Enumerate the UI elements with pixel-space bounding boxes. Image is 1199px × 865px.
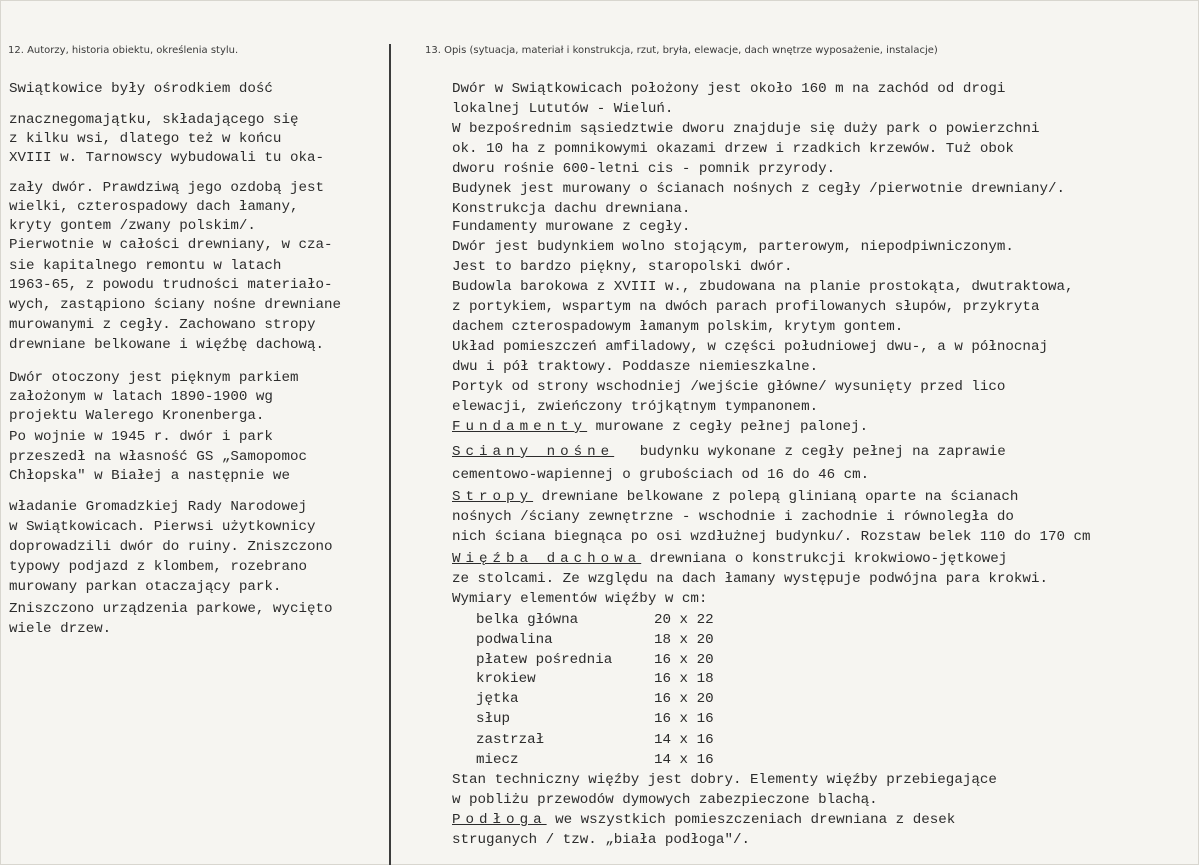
dimension-size: 18 x 20 bbox=[654, 632, 714, 648]
history-line: zały dwór. Prawdziwą jego ozdobą jest bbox=[9, 180, 325, 196]
section-13-header: 13. Opis (sytuacja, materiał i konstrukcja, rzut, bryła, elewacje, dach wnętrze wyposażenie, instalacje) bbox=[425, 45, 938, 56]
history-line: Zniszczono urządzenia parkowe, wycięto bbox=[9, 601, 333, 617]
dimension-name: zastrzał bbox=[476, 732, 545, 748]
dimension-name: płatew pośrednia bbox=[476, 652, 613, 668]
dimension-size: 14 x 16 bbox=[654, 752, 714, 768]
dimension-size: 16 x 18 bbox=[654, 671, 714, 687]
sciany-label: Sciany nośne bbox=[452, 444, 615, 460]
history-line: założonym w latach 1890-1900 wg bbox=[9, 389, 273, 405]
section-12-header: 12. Autorzy, historia obiektu, określenia stylu. bbox=[8, 45, 239, 56]
description-line: z portykiem, wspartym na dwóch parach profilowanych słupów, przykryta bbox=[452, 299, 1040, 315]
history-line: Pierwotnie w całości drewniany, w cza- bbox=[9, 237, 333, 253]
dimensions-title: Wymiary elementów więźby w cm: bbox=[452, 591, 708, 607]
history-line: kryty gontem /zwany polskim/. bbox=[9, 218, 256, 234]
description-line: Budynek jest murowany o ścianach nośnych z cegły /pierwotnie drewniany/. bbox=[452, 181, 1065, 197]
history-line: murowanymi z cegły. Zachowano stropy bbox=[9, 317, 316, 333]
dimension-size: 14 x 16 bbox=[654, 732, 714, 748]
dimension-size: 20 x 22 bbox=[654, 612, 714, 628]
wiezba-line bbox=[452, 550, 1007, 568]
description-line: Konstrukcja dachu drewniana. bbox=[452, 201, 691, 217]
dimension-name: podwalina bbox=[476, 632, 553, 648]
history-line: w Swiątkowicach. Pierwsi użytkownicy bbox=[9, 519, 316, 535]
description-line: w pobliżu przewodów dymowych zabezpieczone blachą. bbox=[452, 792, 878, 808]
sciany-text: budynku wykonane z cegły pełnej na zaprawie bbox=[639, 444, 1006, 460]
fundamenty-line bbox=[452, 418, 868, 436]
description-line: dwu i pół traktowy. Poddasze niemieszkalne. bbox=[452, 359, 819, 375]
history-line: wych, zastąpiono ściany nośne drewniane bbox=[9, 297, 342, 313]
dimension-size: 16 x 20 bbox=[654, 652, 714, 668]
history-line: znacznegomajątku, składającego się bbox=[9, 112, 299, 128]
description-line: W bezpośrednim sąsiedztwie dworu znajduje się duży park o powierzchni bbox=[452, 121, 1040, 137]
description-line: cementowo-wapiennej o grubościach od 16 do 46 cm. bbox=[452, 467, 870, 483]
history-line: Po wojnie w 1945 r. dwór i park bbox=[9, 429, 273, 445]
history-line: wiele drzew. bbox=[9, 621, 112, 637]
history-line: Swiątkowice były ośrodkiem dość bbox=[9, 81, 273, 97]
stropy-label: Stropy bbox=[452, 489, 534, 505]
history-line: przeszedł na własność GS „Samopomoc bbox=[9, 449, 307, 465]
description-line: struganych / tzw. „biała podłoga"/. bbox=[452, 832, 750, 848]
description-line: Dwór jest budynkiem wolno stojącym, parterowym, niepodpiwniczonym. bbox=[452, 239, 1014, 255]
sciany-line bbox=[452, 443, 1006, 461]
podloga-text: we wszystkich pomieszczeniach drewniana z desek bbox=[555, 812, 956, 828]
history-line: XVIII w. Tarnowscy wybudowali tu oka- bbox=[9, 150, 325, 166]
description-line: elewacji, zwieńczony trójkątnym tympanonem. bbox=[452, 399, 819, 415]
stropy-line bbox=[452, 488, 1018, 506]
dimension-size: 16 x 16 bbox=[654, 711, 714, 727]
history-line: wielki, czterospadowy dach łamany, bbox=[9, 199, 299, 215]
description-line: Stan techniczny więźby jest dobry. Elementy więźby przebiegające bbox=[452, 772, 997, 788]
description-line: Portyk od strony wschodniej /wejście główne/ wysunięty przed lico bbox=[452, 379, 1006, 395]
dimension-name: belka główna bbox=[476, 612, 579, 628]
description-line: dachem czterospadowym łamanym polskim, krytym gontem. bbox=[452, 319, 904, 335]
history-line: sie kapitalnego remontu w latach bbox=[9, 258, 282, 274]
history-line: typowy podjazd z klombem, rozebrano bbox=[9, 559, 307, 575]
wiezba-text: drewniana o konstrukcji krokwiowo-jętkowej bbox=[649, 551, 1008, 567]
history-line: władanie Gromadzkiej Rady Narodowej bbox=[9, 499, 307, 515]
history-line: drewniane belkowane i więźbę dachową. bbox=[9, 337, 325, 353]
dimension-name: miecz bbox=[476, 752, 519, 768]
dimension-name: słup bbox=[476, 711, 511, 727]
description-line: dworu rośnie 600-letni cis - pomnik przyrody. bbox=[452, 161, 836, 177]
wiezba-label: Więźba dachowa bbox=[452, 551, 642, 567]
description-line: Dwór w Swiątkowicach położony jest około 160 m na zachód od drogi bbox=[452, 81, 1006, 97]
description-line: nich ściana biegnąca po osi wzdłużnej budynku/. Rozstaw belek 110 do 170 cm bbox=[452, 529, 1091, 545]
history-line: z kilku wsi, dlatego też w końcu bbox=[9, 131, 282, 147]
history-line: murowany parkan otaczający park. bbox=[9, 579, 282, 595]
description-line: lokalnej Lututów - Wieluń. bbox=[452, 101, 674, 117]
history-line: Dwór otoczony jest pięknym parkiem bbox=[9, 370, 299, 386]
podloga-line bbox=[452, 811, 955, 829]
column-divider bbox=[389, 44, 391, 865]
history-line: Chłopska" w Białej a następnie we bbox=[9, 468, 290, 484]
history-line: projektu Walerego Kronenberga. bbox=[9, 408, 265, 424]
description-line: Jest to bardzo piękny, staropolski dwór. bbox=[452, 259, 793, 275]
stropy-text: drewniane belkowane z polepą glinianą oparte na ścianach bbox=[541, 489, 1019, 505]
dimension-name: krokiew bbox=[476, 671, 536, 687]
history-line: 1963-65, z powodu trudności materiało- bbox=[9, 277, 333, 293]
description-line: Budowla barokowa z XVIII w., zbudowana na planie prostokąta, dwutraktowa, bbox=[452, 279, 1074, 295]
history-line: doprowadzili dwór do ruiny. Zniszczono bbox=[9, 539, 333, 555]
fundamenty-text: murowane z cegły pełnej palonej. bbox=[595, 419, 869, 435]
description-line: ze stolcami. Ze względu na dach łamany występuje podwójna para krokwi. bbox=[452, 571, 1048, 587]
podloga-label: Podłoga bbox=[452, 812, 547, 828]
description-line: Układ pomieszczeń amfiladowy, w części południowej dwu-, a w północnaj bbox=[452, 339, 1048, 355]
description-line: ok. 10 ha z pomnikowymi okazami drzew i rzadkich krzewów. Tuż obok bbox=[452, 141, 1014, 157]
dimension-size: 16 x 20 bbox=[654, 691, 714, 707]
description-line: Fundamenty murowane z cegły. bbox=[452, 219, 691, 235]
description-line: nośnych /ściany zewnętrzne - wschodnie i zachodnie i równoległa do bbox=[452, 509, 1014, 525]
fundamenty-label: Fundamenty bbox=[452, 419, 588, 435]
dimension-name: jętka bbox=[476, 691, 519, 707]
